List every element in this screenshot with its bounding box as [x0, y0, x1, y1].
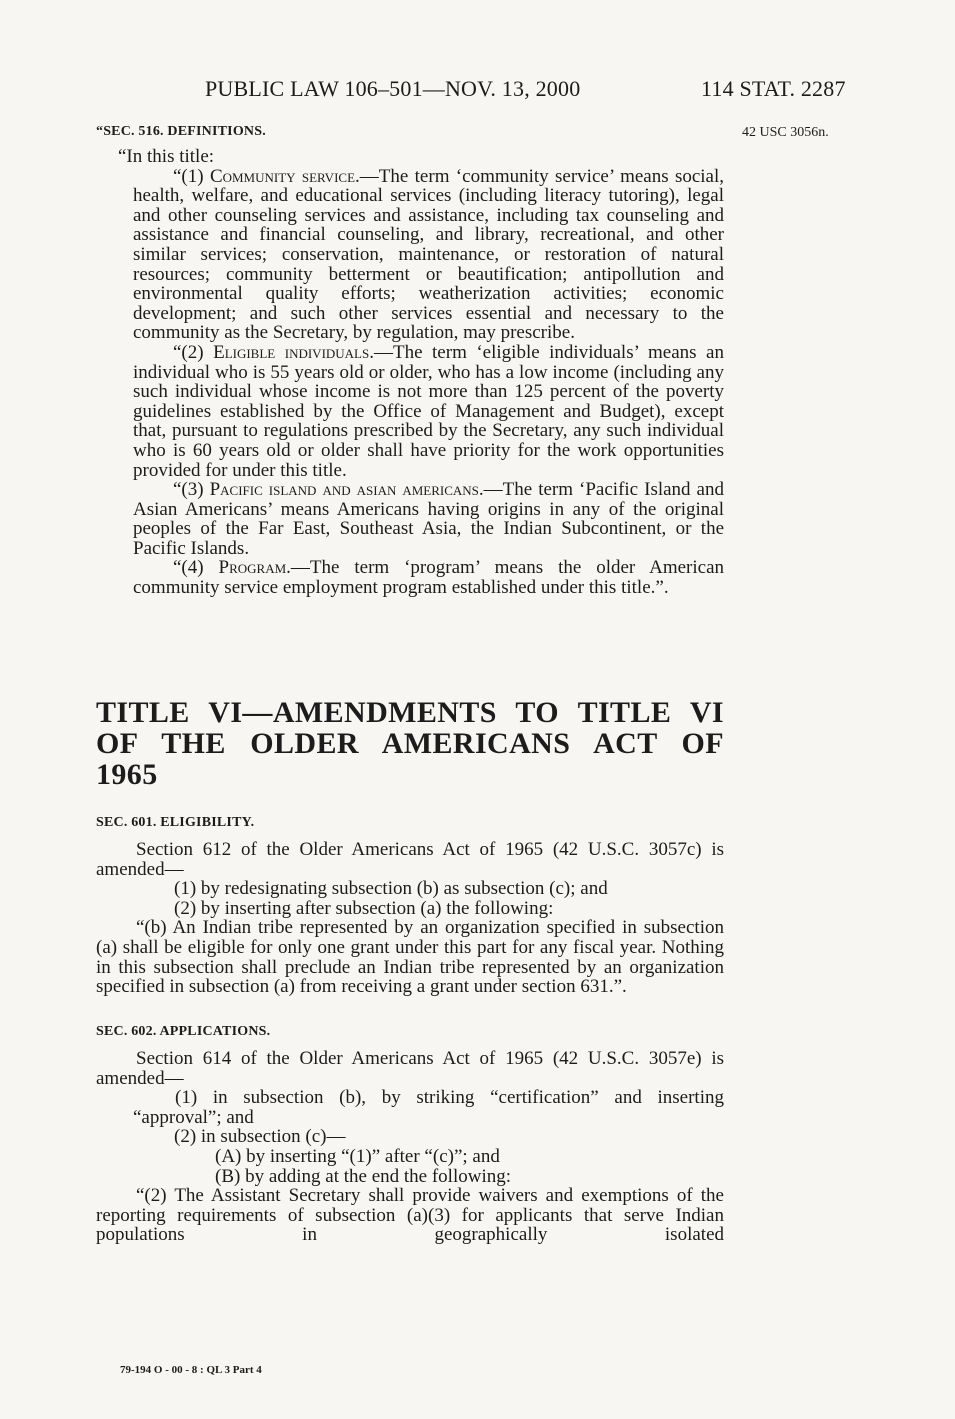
- amendment-item-2: (2) in subsection (c)—: [174, 1126, 346, 1148]
- definition-text: .—The term ‘community service’ means social, health, welfare, and educational services (including literacy tutoring), legal and other counseling services and assistance, including tax counseling and assistance and financial counseling, and library, recreational, and other similar services; conservation, maintenance, or restoration of natural resources; community betterment or beautification; antipollution and environmental quality efforts; weatherization activities; economic development; and such other services essential and necessary to the community as the Secretary, by regulation, may prescribe.: [133, 165, 725, 344]
- para-number: “(3): [173, 479, 210, 501]
- amendment-item-1: (1) in subsection (b), by striking “certification” and inserting “approval”; and: [133, 1087, 724, 1128]
- section-516: [96, 124, 724, 598]
- definition-pacific-island-asian-americans: [96, 480, 724, 558]
- section-intro: Section 614 of the Older Americans Act of 1965 (42 U.S.C. 3057e) is amended—: [96, 1048, 724, 1089]
- defined-term: Pacific island and asian americans: [209, 479, 479, 501]
- section-heading: SEC. 601. ELIGIBILITY.: [96, 815, 255, 830]
- section-heading: SEC. 602. APPLICATIONS.: [96, 1024, 271, 1039]
- definition-community-service: [96, 167, 724, 343]
- section-heading: “SEC. 516. DEFINITIONS.: [96, 124, 266, 139]
- defined-term: Community service: [209, 165, 356, 187]
- quoted-text: “(2) The Assistant Secretary shall provide waivers and exemptions of the reporting requirements of subsection (a)(3) for applicants that serve Indian populations in geographically isolated: [96, 1185, 724, 1246]
- quoted-text: “(b) An Indian tribe represented by an organization specified in subsection (a) shall be eligible for only one grant under this part for any fiscal year. Nothing in this subsection shall preclude an Indian tribe represented by an organization specified in subsection (a) from receiving a grant under section 631.”.: [96, 917, 724, 998]
- section-601: [96, 815, 724, 997]
- definition-text: .—The term ‘Pacific Island and Asian Americans’ means Americans having origins in any of the original peoples of the Far East, Southeast Asia, the Indian Subcontinent, or the Pacific Islands.: [133, 479, 724, 559]
- amendment-item-b: (B) by adding at the end the following:: [215, 1165, 512, 1187]
- intro-line: “In this title:: [118, 146, 215, 167]
- para-number: “(4): [173, 557, 219, 579]
- para-number: “(1): [173, 165, 210, 187]
- definition-text: .—The term ‘eligible individuals’ means an individual who is 55 years old or older, who has a low income (including any such individual whose income is not more than 125 percent of the poverty guidelines established by the Office of Management and Budget), except that, pursuant to regulations prescribed by the Secretary, any such individual who is 60 years old or older shall have priority for the work opportunities provided for under this title.: [133, 341, 724, 481]
- margin-citation: 42 USC 3056n.: [742, 125, 829, 140]
- defined-term: Program: [218, 557, 287, 579]
- definition-text: .—The term ‘program’ means the older American community service employment program established under this title.”.: [133, 557, 724, 599]
- title-line-3: 1965: [96, 758, 158, 791]
- section-602: [96, 1024, 724, 1245]
- title-vi-heading: [96, 697, 724, 790]
- defined-term: Eligible individuals: [213, 341, 370, 363]
- section-intro: Section 612 of the Older Americans Act of 1965 (42 U.S.C. 3057c) is amended—: [96, 839, 724, 880]
- running-head-law: PUBLIC LAW 106–501—NOV. 13, 2000: [205, 76, 581, 101]
- para-number: “(2): [173, 341, 214, 363]
- amendment-item-2: (2) by inserting after subsection (a) the following:: [174, 897, 554, 919]
- amendment-item-a: (A) by inserting “(1)” after “(c)”; and: [215, 1145, 500, 1167]
- print-job-footer: 79-194 O - 00 - 8 : QL 3 Part 4: [120, 1364, 262, 1376]
- definition-eligible-individuals: [96, 343, 724, 480]
- title-line-2: OF THE OLDER AMERICANS ACT OF: [96, 727, 724, 760]
- definition-program: [96, 558, 724, 597]
- title-line-1: TITLE VI—AMENDMENTS TO TITLE VI: [96, 696, 724, 729]
- amendment-item-1: (1) by redesignating subsection (b) as subsection (c); and: [174, 878, 608, 900]
- running-head-stat: 114 STAT. 2287: [701, 76, 846, 101]
